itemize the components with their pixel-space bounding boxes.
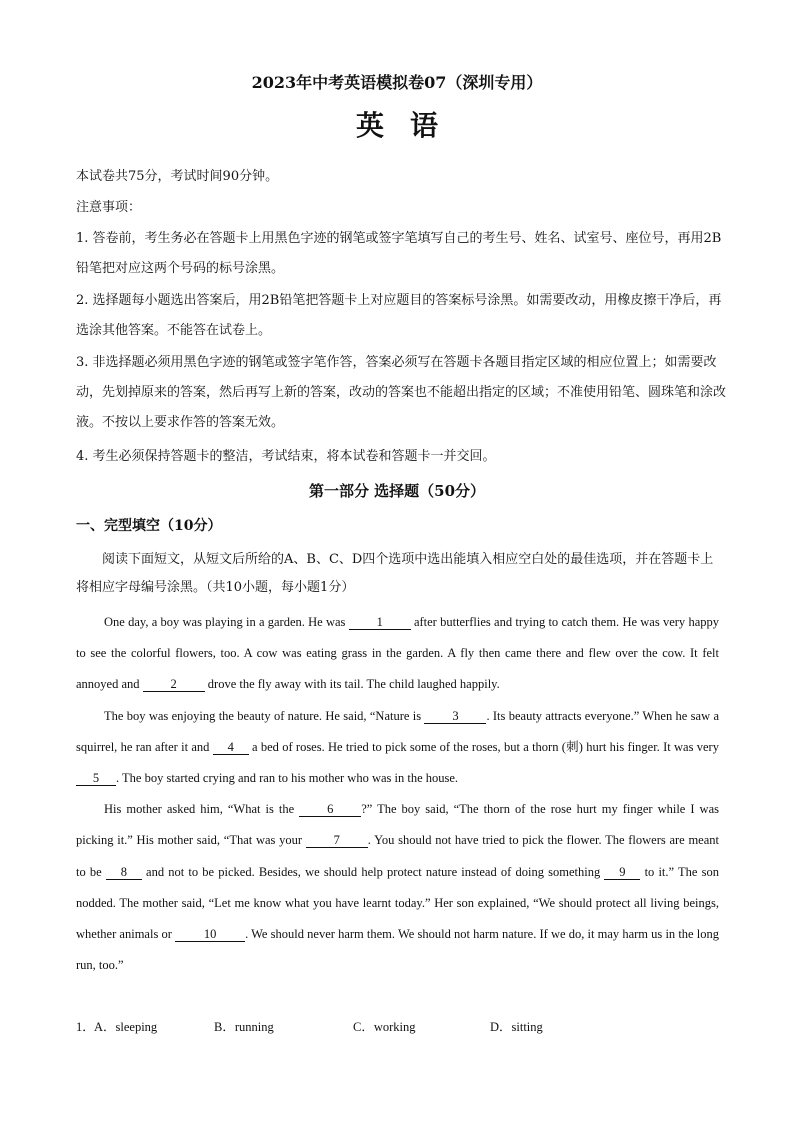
option-a[interactable]: A．sleeping xyxy=(94,1020,158,1034)
passage-paragraph-1: One day, a boy was playing in a garden. He was 1 after butterflies and trying to catch them. He was very happy to see the colorful flowers, too. A cow was eating grass in the garden. A fly then came there and flew over the cow. It felt annoyed and 2 drove the fly away with its tail. The child laughed happily. xyxy=(76,615,719,692)
notice-item-3: 3. 非选择题必须用黑色字迹的钢笔或签字笔作答，答案必须写在答题卡各题目指定区域的相应位置上；如需要改动，先划掉原来的答案，然后再写上新的答案，改动的答案也不能超出指定的区域；不准使用铅笔、圆珠笔和涂改液。不按以上要求作答的答案无效。 xyxy=(76,355,727,430)
blank-4: 4 xyxy=(213,740,249,755)
notice-item-1: 1. 答卷前，考生务必在答题卡上用黑色字迹的钢笔或签字笔填写自己的考生号、姓名、试室号、座位号，再用2B铅笔把对应这两个号码的标号涂黑。 xyxy=(76,231,722,276)
passage-paragraph-3: His mother asked him, “What is the 6 ?” The boy said, “The thorn of the rose hurt my finger while I was picking it.” His mother said, “That was your 7 . You should not have tried to pick the flower. The flowers are meant to be 8 and not to be picked. Besides, we should help protect nature instead of doing something 9 to it.” The son nodded. The mother said, “Let me know what you have learnt today.” Her son explained, “We should protect all living beings, whether animals or 10 . We should never harm them. We should not harm nature. If we do, it may harm us in the long run, too.” xyxy=(76,802,719,973)
exam-title: 2023年中考英语模拟卷07（深圳专用） xyxy=(251,73,543,92)
blank-10: 10 xyxy=(175,927,245,942)
passage-paragraph-2: The boy was enjoying the beauty of nature. He said, “Nature is 3 . Its beauty attracts everyone.” When he saw a squirrel, he ran after it and 4 a bed of roses. He tried to pick some of the roses, but a thorn (刺) hurt his finger. It was very 5 . The boy started crying and ran to his mother who was in the house. xyxy=(76,708,720,786)
blank-1: 1 xyxy=(349,615,411,630)
blank-7: 7 xyxy=(306,833,368,848)
blank-9: 9 xyxy=(604,865,640,880)
part-title: 一、完型填空（10分） xyxy=(76,518,222,534)
option-b[interactable]: B．running xyxy=(214,1020,274,1034)
exam-info: 本试卷共75分，考试时间90分钟。 xyxy=(76,169,279,184)
blank-5: 5 xyxy=(76,771,116,786)
blank-8: 8 xyxy=(106,865,142,880)
blank-2: 2 xyxy=(143,677,205,692)
notice-item-2: 2. 选择题每小题选出答案后，用2B铅笔把答题卡上对应题目的答案标号涂黑。如需要改动，用橡皮擦干净后，再选涂其他答案。不能答在试卷上。 xyxy=(76,293,722,338)
option-d[interactable]: D．sitting xyxy=(490,1020,543,1034)
cloze-passage xyxy=(76,607,719,981)
part-instructions: 阅读下面短文，从短文后所给的A、B、C、D四个选项中选出能填入相应空白处的最佳选项，并在答题卡上将相应字母编号涂黑。（共10小题，每小题1分） xyxy=(76,552,714,595)
blank-6: 6 xyxy=(299,802,361,817)
question-1-number: 1． xyxy=(76,1020,95,1034)
blank-3: 3 xyxy=(424,709,486,724)
notice-item-4: 4. 考生必须保持答题卡的整洁，考试结束，将本试卷和答题卡一并交回。 xyxy=(76,449,496,464)
notice-title: 注意事项： xyxy=(76,200,142,215)
section-title: 第一部分 选择题（50分） xyxy=(308,482,486,500)
option-c[interactable]: C．working xyxy=(353,1020,416,1034)
subject-heading: 英语 xyxy=(355,109,464,142)
